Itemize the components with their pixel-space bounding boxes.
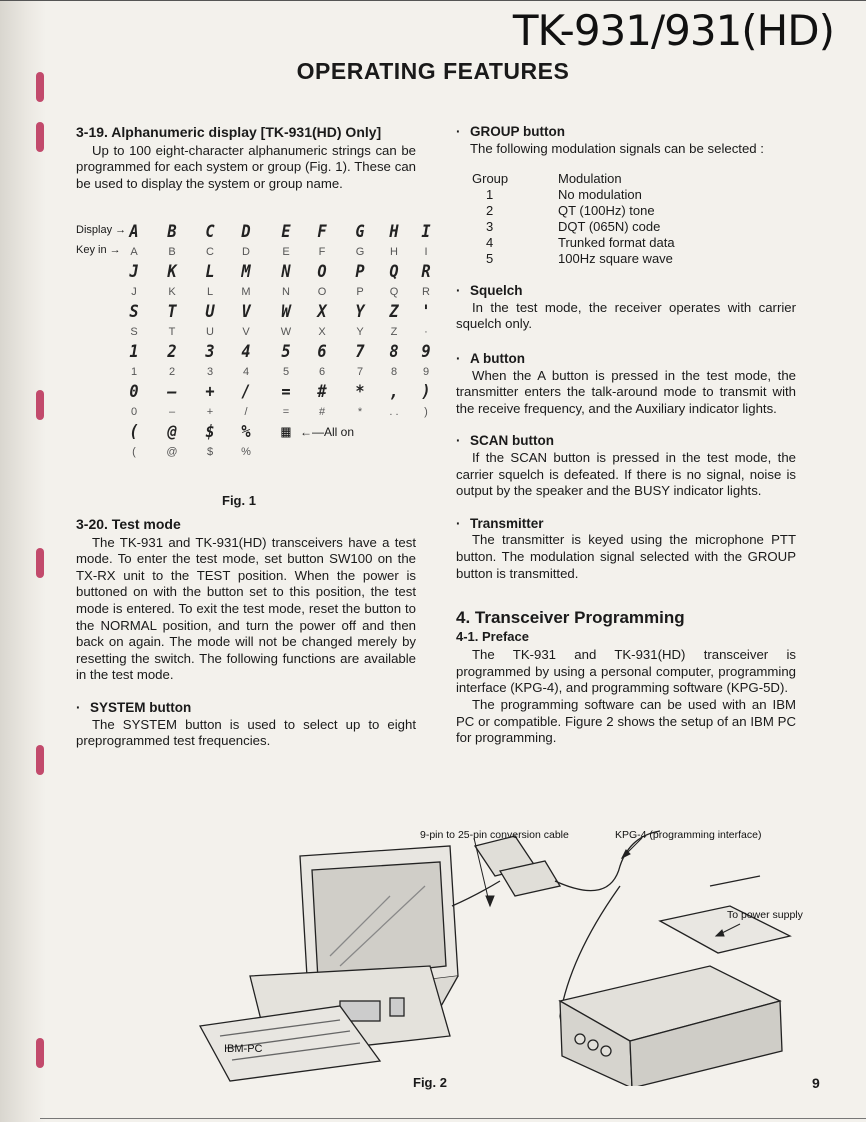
display-row [76,382,431,402]
section-3-19-body: Up to 100 eight-character alphanumeric strings can be programmed for each system or group (Fig. 1). These can be used to display the system or group name. [76,142,416,191]
keyin-char: V [242,326,250,338]
transmitter-item: · Transmitter The transmitter is keyed using the microphone PTT button. The modulation signal selected with the GROUP button is transmitted. [456,515,796,581]
display-glyph: # [317,382,327,402]
display-glyph: W [281,302,291,322]
display-glyph: ( [129,422,139,442]
display-glyph: U [205,302,215,322]
display-glyph: / [241,382,251,402]
group-number: 3 [486,219,494,235]
modulation-table-row [472,235,796,251]
keyin-char: = [282,406,290,418]
keyin-char: I [424,246,428,258]
keyin-char: R [422,286,430,298]
display-glyph: P [355,262,365,282]
keyin-char: U [206,326,214,338]
display-row [76,422,416,442]
group-number: 4 [486,235,494,251]
keyin-row [76,322,428,342]
keyin-char: N [282,286,290,298]
keyin-char: T [168,326,176,338]
group-number: 2 [486,203,494,219]
display-glyph: @ [167,422,177,442]
keyin-char: . . [389,406,399,418]
display-glyph: G [355,222,365,242]
modulation-table-row [472,251,796,267]
keyin-label: Key in → [76,244,121,256]
system-button-body: The SYSTEM button is used to select up to eight preprogrammed test frequencies. [76,716,416,749]
system-button-title: SYSTEM button [90,699,192,715]
display-glyph: ) [421,382,431,402]
display-glyph: X [317,302,327,322]
group-number: 1 [486,187,494,203]
keyin-char: S [130,326,138,338]
page-number: 9 [812,1075,820,1091]
fig2-illustration [190,826,820,1086]
keyin-char: 0 [130,406,138,418]
display-glyph: D [241,222,251,242]
binding-mark [36,390,44,420]
modulation-table-row [472,187,796,203]
keyin-row [76,442,416,462]
a-button-item: · A button When the A button is pressed in the test mode, the transmitter enters the talk-around mode to transmit with the receive frequency, and the Auxiliary indicator lights. [456,350,796,416]
display-glyph: S [129,302,139,322]
fig1-character-table [76,222,431,462]
binding-mark [36,122,44,152]
group-number: 5 [486,251,494,267]
display-glyph: J [129,262,139,282]
display-glyph: 4 [241,342,251,362]
display-glyph: R [421,262,431,282]
squelch-body: In the test mode, the receiver operates with carrier squelch only. [456,299,796,332]
modulation-type: DQT (065N) code [558,219,661,235]
display-glyph: = [281,382,291,402]
keyin-char: 5 [282,366,290,378]
keyin-char: $ [206,446,214,458]
display-glyph: N [281,262,291,282]
binding-mark [36,548,44,578]
section-3-20-body: The TK-931 and TK-931(HD) transceivers have a test mode. To enter the test mode, set button SW100 on the TX-RX unit to the TEST position. When the power is buttoned on with the button set to this position, the test mode is entered. To exit the test mode, reset the button to the NORMAL position, and turn the power off and then back on again. The mode will not be changed merely by resetting the switch. The following functions are available in the test mode. [76,534,416,683]
test-mode-section [76,516,416,750]
preface-paragraph-1: The TK-931 and TK-931(HD) transceiver is programmed by using a personal computer, programming interface (KPG-4), and programming software (KPG-5D). [456,647,796,696]
keyin-char: L [206,286,214,298]
keyin-char: F [318,246,326,258]
keyin-char: ) [424,406,428,418]
keyin-char: M [241,286,251,298]
display-glyph: 9 [421,342,431,362]
modulation-table-header [472,171,796,187]
display-glyph: Z [389,302,399,322]
display-glyph: ' [421,302,431,322]
display-glyph: C [205,222,215,242]
top-rule [0,0,866,1]
keyin-char: 3 [206,366,214,378]
display-glyph: 3 [205,342,215,362]
keyin-char: G [355,246,365,258]
scan-button-title: SCAN button [470,433,554,449]
left-column [76,124,416,192]
display-glyph: 6 [317,342,327,362]
keyin-char: C [206,246,214,258]
binding-mark [36,1038,44,1068]
programming-section [456,610,796,747]
display-glyph: 7 [355,342,365,362]
kpg-label: KPG-4 (programming interface) [615,829,762,841]
modulation-type: Trunked format data [558,235,675,251]
scan-button-item: · SCAN button If the SCAN button is pressed in the test mode, the carrier squelch is defeated. If there is no signal, noise is output by the speaker and the BUSY indicator lights. [456,433,796,499]
display-glyph: T [167,302,177,322]
keyin-char: W [280,326,292,338]
keyin-char: D [242,246,250,258]
display-glyph: – [167,382,177,402]
display-glyph: F [317,222,327,242]
scan-button-body: If the SCAN button is pressed in the test mode, the carrier squelch is defeated. If there is no signal, noise is output by the speaker and the BUSY indicator lights. [456,449,796,499]
transmitter-body: The transmitter is keyed using the microphone PTT button. The modulation signal selected with the GROUP button is transmitted. [456,532,796,581]
keyin-row [76,282,430,302]
display-glyph: B [167,222,177,242]
keyin-char: X [318,326,326,338]
display-glyph: E [281,222,291,242]
bottom-rule [40,1118,866,1119]
keyin-char: 2 [168,366,176,378]
display-glyph: 2 [167,342,177,362]
modulation-type: QT (100Hz) tone [558,203,655,219]
fig2-caption: Fig. 2 [413,1075,447,1090]
keyin-char: – [168,406,176,418]
keyin-row [76,362,430,382]
keyin-char: A [130,246,138,258]
a-button-body: When the A button is pressed in the test mode, the transmitter enters the talk-around mode to transmit with the receive frequency, and the Auxiliary indicator lights. [456,367,796,416]
fig1-caption: Fig. 1 [222,493,256,508]
squelch-item: · Squelch In the test mode, the receiver operates with carrier squelch only. [456,283,796,332]
keyin-char: H [390,246,398,258]
keyin-char: 4 [242,366,250,378]
cable-label: 9-pin to 25-pin conversion cable [420,829,569,841]
keyin-char: @ [166,446,178,458]
keyin-char: # [318,406,326,418]
modulation-header-cell: Modulation [558,171,622,187]
modulation-type: No modulation [558,187,642,203]
keyin-char: 8 [390,366,398,378]
modulation-table-row [472,203,796,219]
display-glyph: $ [205,422,215,442]
modulation-table [472,171,796,267]
binding-mark [36,745,44,775]
display-glyph: I [421,222,431,242]
modulation-type: 100Hz square wave [558,251,673,267]
display-glyph: A [129,222,139,242]
keyin-char: + [206,406,214,418]
keyin-char: Z [390,326,398,338]
keyin-char: * [357,406,363,418]
keyin-char: 7 [356,366,364,378]
keyin-char: Q [389,286,399,298]
display-glyph: 1 [129,342,139,362]
display-glyph: 0 [129,382,139,402]
display-glyph: + [205,382,215,402]
keyin-char: 1 [130,366,138,378]
section-title: OPERATING FEATURES [296,58,570,84]
display-glyph: H [389,222,399,242]
display-glyph: O [317,262,327,282]
keyin-char: Y [356,326,364,338]
keyin-row [76,242,428,262]
preface-title: 4-1. Preface [456,628,529,644]
keyin-row [76,402,428,422]
display-row [76,222,431,242]
transceiver-illustration [560,876,790,1086]
display-glyph: , [389,382,399,402]
keyin-char: / [244,406,248,418]
display-glyph: L [205,262,215,282]
display-row [76,262,431,282]
programming-title: 4. Transceiver Programming [456,608,685,628]
group-button-body: The following modulation signals can be selected : [470,140,764,156]
all-on-label: ←—All on [300,425,355,439]
display-glyph: ▦ [281,422,291,442]
keyin-char: · [424,326,428,338]
display-row [76,302,431,322]
display-glyph: 8 [389,342,399,362]
keyin-char: 6 [318,366,326,378]
preface-paragraph-2: The programming software can be used with an IBM PC or compatible. Figure 2 shows the setup of an IBM PC for programming. [456,697,796,746]
section-3-19-title: 3-19. Alphanumeric display [TK-931(HD) Only] [76,124,382,140]
group-button-title: GROUP button [470,124,565,139]
group-button-item: · GROUP button The following modulation signals can be selected : Group Modulation 1 No modulation 2 QT (100Hz) tone 3 DQT (065N) code 4 Trunked format data 5 100Hz square wave [456,124,796,267]
keyin-char: % [241,446,251,458]
display-glyph: Q [389,262,399,282]
keyin-char: B [168,246,176,258]
model-title: TK-931/931(HD) [512,6,834,55]
squelch-title: Squelch [470,283,523,299]
display-glyph: % [241,422,251,442]
modulation-table-row [472,219,796,235]
display-row [76,342,431,362]
display-label: Display → [76,224,127,236]
keyin-char: E [282,246,290,258]
display-glyph: * [355,382,365,402]
a-button-title: A button [470,350,525,366]
section-3-20-title: 3-20. Test mode [76,516,181,532]
display-glyph: 5 [281,342,291,362]
display-glyph: K [167,262,177,282]
keyin-char: K [168,286,176,298]
right-column [456,124,796,747]
keyin-char: O [317,286,327,298]
power-supply-label: To power supply [727,909,803,921]
keyin-char: J [131,286,137,298]
ibm-pc-label: IBM-PC [224,1043,263,1055]
keyin-char: P [356,286,364,298]
display-glyph: V [241,302,251,322]
system-button-item: · SYSTEM button The SYSTEM button is used to select up to eight preprogrammed test frequencies. [76,699,416,749]
keyin-char: ( [132,446,136,458]
keyin-char: 9 [422,366,430,378]
display-glyph: M [241,262,251,282]
modulation-header-cell: Group [472,171,509,187]
display-glyph: Y [355,302,365,322]
transmitter-title: Transmitter [470,515,544,531]
